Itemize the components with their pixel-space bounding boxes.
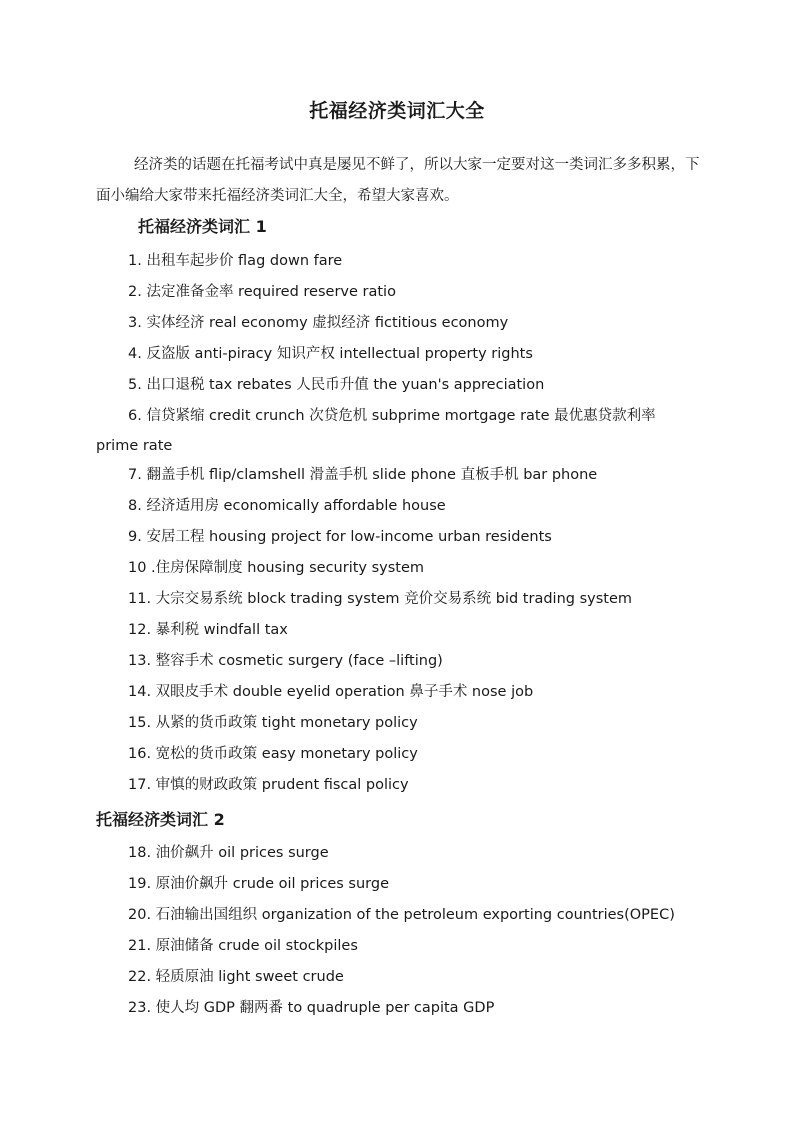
list-item: 9. 安居工程 housing project for low-income urban residents: [128, 529, 552, 545]
list-item: 18. 油价飙升 oil prices surge: [128, 845, 329, 861]
list-item: 19. 原油价飙升 crude oil prices surge: [128, 876, 389, 892]
list-item: 14. 双眼皮手术 double eyelid operation 鼻子手术 nose job: [128, 684, 534, 700]
list-item: 17. 审慎的财政政策 prudent fiscal policy: [128, 777, 409, 793]
list-item: 16. 宽松的货币政策 easy monetary policy: [128, 746, 418, 762]
list-item-continuation: prime rate: [96, 438, 173, 454]
list-item: 13. 整容手术 cosmetic surgery (face –lifting): [128, 653, 443, 669]
list-item: 4. 反盗版 anti-piracy 知识产权 intellectual property rights: [128, 346, 533, 362]
intro-paragraph: 经济类的话题在托福考试中真是屡见不鲜了，所以大家一定要对这一类词汇多多积累，下面小编给大家带来托福经济类词汇大全，希望大家喜欢。: [96, 157, 700, 204]
page-title: 托福经济类词汇大全: [309, 100, 485, 122]
list-item: 12. 暴利税 windfall tax: [128, 622, 288, 638]
list-item: 7. 翻盖手机 flip/clamshell 滑盖手机 slide phone 直板手机 bar phone: [128, 467, 598, 483]
list-item: 8. 经济适用房 economically affordable house: [128, 498, 446, 514]
list-item: 21. 原油储备 crude oil stockpiles: [128, 938, 358, 954]
list-item: 1. 出租车起步价 flag down fare: [128, 253, 343, 269]
list-item: 23. 使人均 GDP 翻两番 to quadruple per capita GDP: [128, 1000, 495, 1016]
list-item: 3. 实体经济 real economy 虚拟经济 fictitious economy: [128, 315, 509, 331]
section-2-heading: 托福经济类词汇 2: [96, 810, 225, 829]
list-item: 5. 出口退税 tax rebates 人民币升值 the yuan's appreciation: [128, 377, 545, 393]
list-item: 6. 信贷紧缩 credit crunch 次贷危机 subprime mortgage rate 最优惠贷款利率: [128, 408, 656, 424]
list-item: 2. 法定准备金率 required reserve ratio: [128, 284, 396, 300]
list-item: 15. 从紧的货币政策 tight monetary policy: [128, 715, 418, 731]
section-1-heading: 托福经济类词汇 1: [138, 217, 267, 236]
list-item: 22. 轻质原油 light sweet crude: [128, 969, 344, 985]
list-item: 11. 大宗交易系统 block trading system 竞价交易系统 bid trading system: [128, 591, 633, 607]
list-item: 10 .住房保障制度 housing security system: [128, 560, 425, 576]
list-item: 20. 石油输出国组织 organization of the petroleum exporting countries(OPEC): [128, 907, 675, 923]
